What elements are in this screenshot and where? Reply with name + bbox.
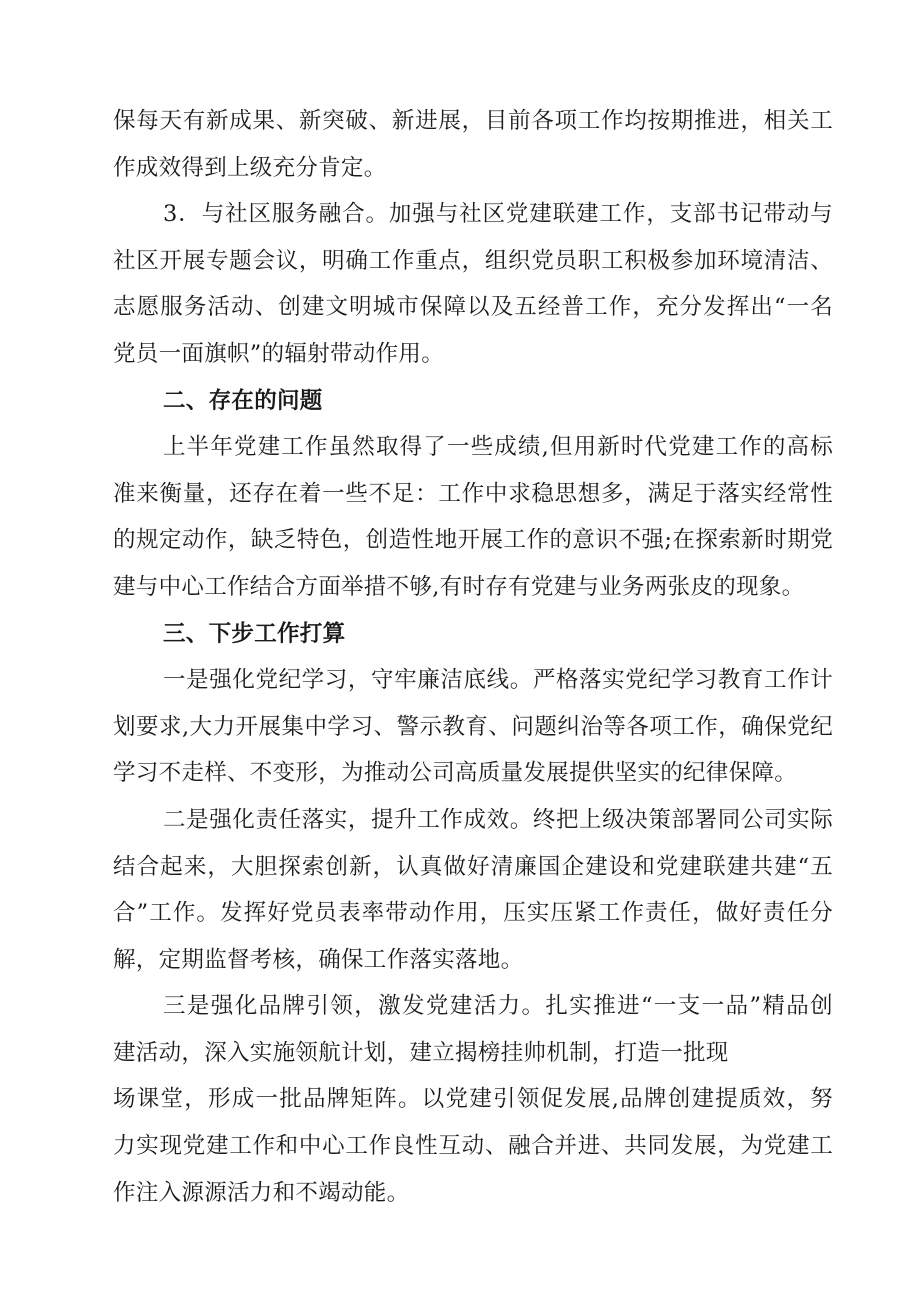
paragraph-line: 上半年党建工作虽然取得了一些成绩,但用新时代党建工作的高标: [163, 434, 833, 461]
paragraph-line: 一是强化党纪学习，守牢廉洁底线。严格落实党纪学习教育工作计: [163, 667, 833, 694]
paragraph-line: 建与中心工作结合方面举措不够,有时存有党建与业务两张皮的现象。: [113, 573, 805, 600]
paragraph-line: 合”工作。发挥好党员表率带动作用，压实压紧工作责任，做好责任分: [113, 900, 833, 927]
paragraph-line: 力实现党建工作和中心工作良性互动、融合并进、共同发展，为党建工: [113, 1133, 833, 1160]
paragraph-line: 保每天有新成果、新突破、新进展，目前各项工作均按期推进，相关工: [113, 108, 833, 134]
paragraph-line: 准来衡量，还存在着一些不足：工作中求稳思想多，满足于落实经常性: [113, 480, 833, 507]
paragraph-line: 解，定期监督考核，确保工作落实落地。: [113, 946, 524, 973]
paragraph-line: 志愿服务活动、创建文明城市保障以及五经普工作，充分发挥出“一名: [113, 294, 833, 321]
paragraph-line: 作注入源源活力和不竭动能。: [113, 1179, 410, 1206]
paragraph-line: 结合起来，大胆探索创新，认真做好清廉国企建设和党建联建共建“五: [113, 853, 833, 880]
paragraph-line: 划要求,大力开展集中学习、警示教育、问题纠治等各项工作，确保党纪: [113, 713, 833, 740]
document-body: [113, 98, 833, 1216]
paragraph-line: 场课堂，形成一批品牌矩阵。以党建引领促发展,品牌创建提质效，努: [113, 1086, 833, 1113]
paragraph-line: 作成效得到上级充分肯定。: [113, 154, 387, 181]
section-heading-next-steps: 三、下步工作打算: [163, 620, 346, 647]
paragraph-line: 社区开展专题会议，明确工作重点，组织党员职工积极参加环境清洁、: [113, 247, 833, 274]
paragraph-line: 的规定动作，缺乏特色，创造性地开展工作的意识不强;在探索新时期党: [113, 527, 833, 554]
paragraph-line: 建活动，深入实施领航计划，建立揭榜挂帅机制，打造一批现: [113, 1039, 729, 1066]
paragraph-line: 3．与社区服务融合。加强与社区党建联建工作，支部书记带动与: [163, 201, 833, 228]
paragraph-line: 二是强化责任落实，提升工作成效。终把上级决策部署同公司实际: [163, 806, 833, 833]
paragraph-line: 三是强化品牌引领，激发党建活力。扎实推进“一支一品”精品创: [163, 993, 833, 1020]
paragraph-line: 学习不走样、不变形，为推动公司高质量发展提供坚实的纪律保障。: [113, 760, 798, 787]
section-heading-problems: 二、存在的问题: [163, 387, 323, 414]
paragraph-line: 党员一面旗帜”的辐射带动作用。: [113, 340, 445, 367]
